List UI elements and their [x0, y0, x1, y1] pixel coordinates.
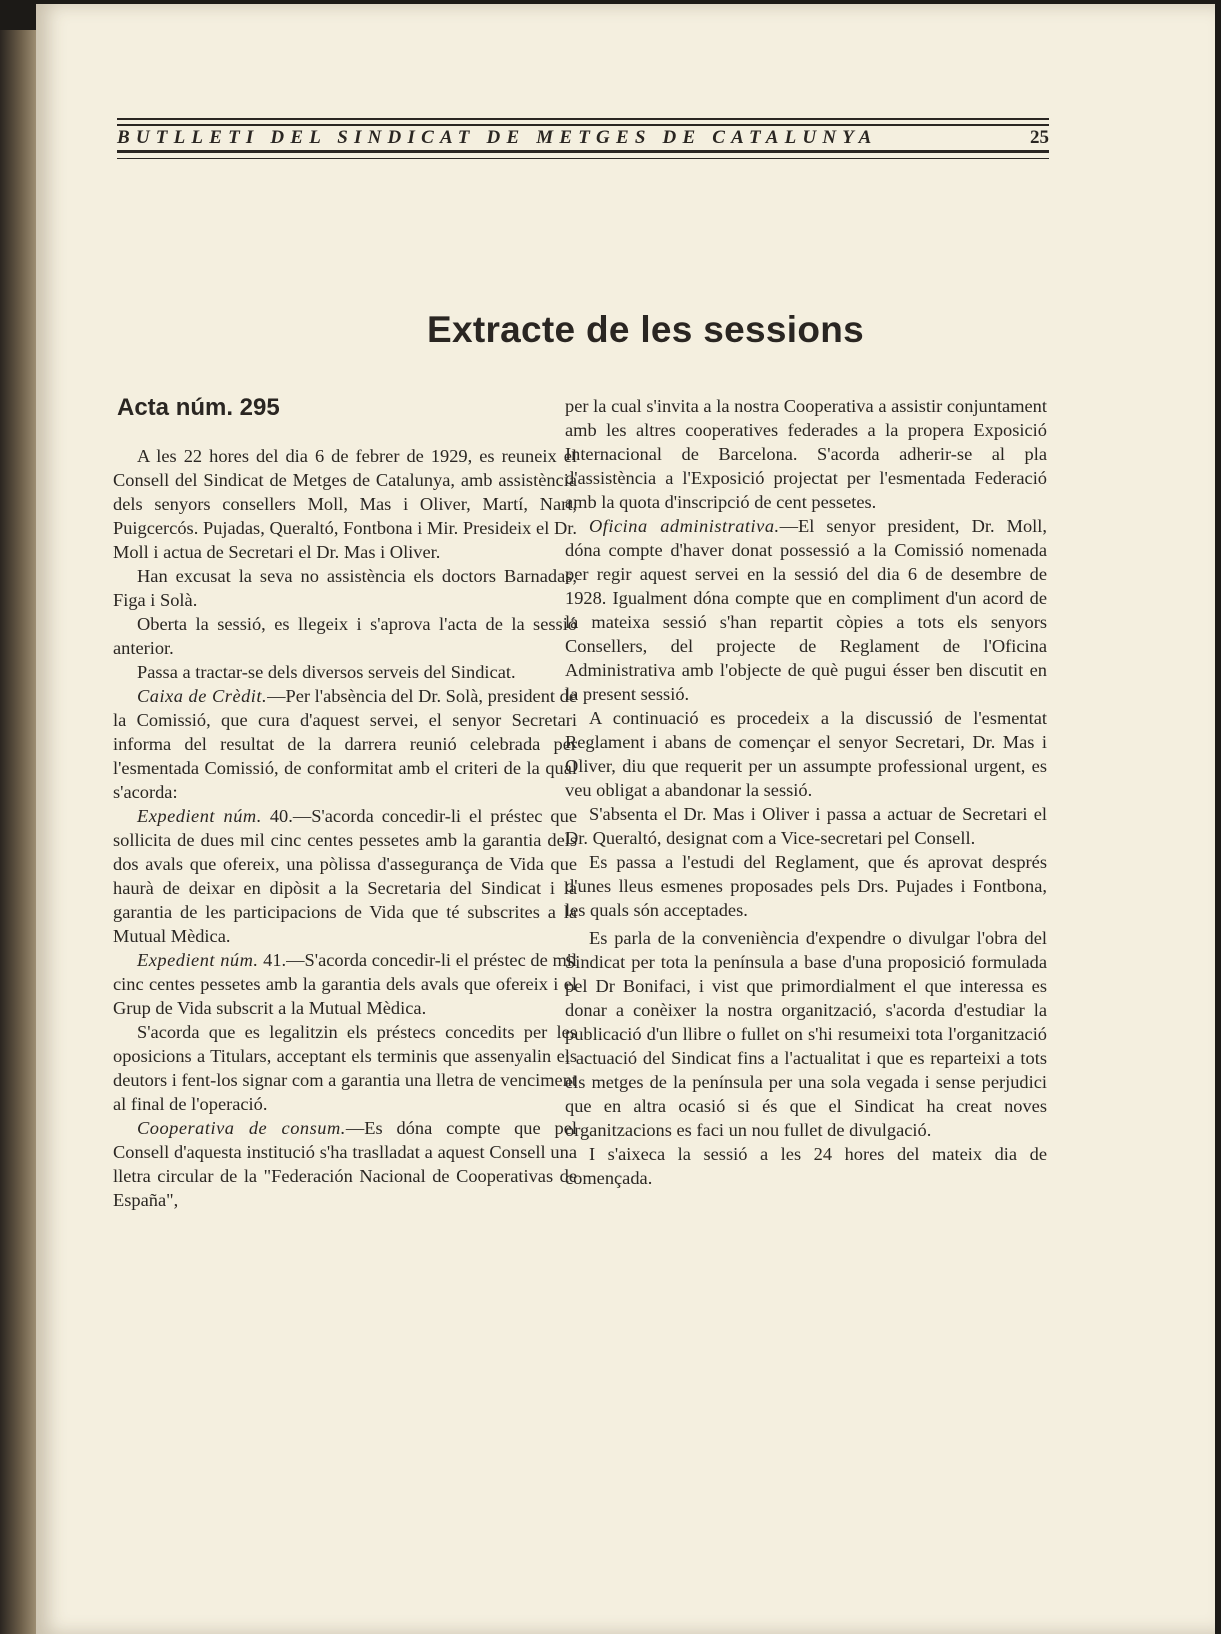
- paragraph-text: 40.—S'acorda concedir-li el préstec que sollicita de dues mil cinc centes pessetes amb la garantia dels dos avals que ofereix, una pòlissa d'assegurança de Vida que haurà de deixar en dipòsit a la Secretaria del Sindicat i la garantia de les participacions de Vida que té subscrites a la Mutual Mèdica.: [113, 806, 577, 946]
- section-label: Cooperativa de consum.: [137, 1118, 346, 1138]
- paragraph: Es parla de la conveniència d'expendre o divulgar l'obra del Sindicat per tota la península a base d'una proposició formulada pel Dr Bonifaci, i vist que primordialment el que interessa es donar a conèixer la nostra organització, s'acorda d'estudiar la publicació d'un llibre o fullet on s'hi resumeixi tota l'organització i actuació del Sindicat fins a l'actualitat i que es reparteixi a tots els metges de la península per una sola vegada i sense perjudici que en altra ocasió si és que el Sindicat ha creat noves organitzacions es faci un nou fullet de divulgació.: [565, 928, 1047, 1140]
- paragraph: [565, 514, 1047, 706]
- header-rule: [117, 150, 1049, 153]
- header-rule: [117, 158, 1049, 159]
- document-page: [36, 4, 1215, 1634]
- paragraph-text: —Per l'absència del Dr. Solà, president de la Comissió, que cura d'aquest servei, el senyor Secretari informa del resultat de la darrera reunió celebrada per l'esmentada Comissió, de conformitat amb el criteri de la qual s'acorda:: [113, 686, 577, 802]
- paragraph: S'absenta el Dr. Mas i Oliver i passa a actuar de Secretari el Dr. Queraltó, designat com a Vice-secretari pel Consell.: [565, 804, 1047, 848]
- paragraph: [113, 1116, 577, 1212]
- paragraph: [113, 948, 577, 1020]
- article-title: Extracte de les sessions: [426, 309, 865, 350]
- header-rule: [117, 124, 1049, 126]
- paragraph: A continuació es procedeix a la discussió de l'esmentat Reglament i abans de començar el senyor Secretari, Dr. Mas i Oliver, diu que requerit per un assumpte professional urgent, es veu obligat a abandonar la sessió.: [565, 708, 1047, 800]
- paragraph: [113, 804, 577, 948]
- paragraph: A les 22 hores del dia 6 de febrer de 1929, es reuneix el Consell del Sindicat de Metges de Catalunya, amb assistència dels senyors consellers Moll, Mas i Oliver, Martí, Nart, Puigcercós. Pujadas, Queraltó, Fontbona i Mir. Presideix el Dr. Moll i actua de Secretari el Dr. Mas i Oliver.: [113, 446, 577, 562]
- paragraph: Passa a tractar-se dels diversos serveis del Sindicat.: [137, 662, 516, 682]
- minutes-heading: Acta núm. 295: [117, 394, 280, 421]
- paragraph: I s'aixeca la sessió a les 24 hores del mateix dia de començada.: [565, 1144, 1047, 1188]
- section-label: Caixa de Crèdit.: [137, 686, 268, 706]
- paragraph-text: 41.—S'acorda concedir-li el préstec de mil cinc centes pessetes amb la garantia dels avals que ofereix i el Grup de Vida subscrit a la Mutual Mèdica.: [113, 950, 577, 1018]
- running-header: [117, 112, 1049, 172]
- page-number: 25: [1030, 127, 1049, 148]
- journal-title: BUTLLETI DEL SINDICAT DE METGES DE CATALUNYA: [117, 127, 878, 148]
- section-label: Expedient núm.: [137, 806, 262, 826]
- header-rule: [117, 118, 1049, 120]
- paragraph: S'acorda que es legalitzin els préstecs concedits per les oposicions a Titulars, acceptant els terminis que assenyalin els deutors i fent-los signar com a garantia una lletra de venciment al final de l'operació.: [113, 1022, 577, 1114]
- paragraph: Es passa a l'estudi del Reglament, que és aprovat després d'unes lleus esmenes proposades pels Drs. Pujades i Fontbona, les quals són acceptades.: [565, 852, 1047, 920]
- paragraph-text: —El senyor president, Dr. Moll, dóna compte d'haver donat possessió a la Comissió nomenada per regir aquest servei en la sessió del dia 6 de desembre de 1928. Igualment dóna compte que en compliment d'un acord de la mateixa sessió s'han repartit còpies a tots els senyors Consellers, del projecte de Reglament de l'Oficina Administrativa amb l'objecte de què pugui ésser ben discutit en la present sessió.: [565, 516, 1047, 704]
- paragraph: [113, 684, 577, 804]
- section-label: Expedient núm.: [137, 950, 259, 970]
- paragraph: Han excusat la seva no assistència els doctors Barnadas, Figa i Solà.: [113, 566, 577, 610]
- section-label: Oficina administrativa.: [589, 516, 780, 536]
- paragraph: Oberta la sessió, es llegeix i s'aprova l'acta de la sessió anterior.: [113, 614, 577, 658]
- paragraph-text: —Es dóna compte que pel Consell d'aquesta institució s'ha traslladat a aquest Consell una lletra circular de la "Federación Nacional de Cooperativas de España",: [113, 1118, 577, 1210]
- left-column: [113, 444, 577, 1212]
- paragraph: per la cual s'invita a la nostra Cooperativa a assistir conjuntament amb les altres cooperatives federades a la propera Exposició Internacional de Barcelona. S'acorda adherir-se al pla d'assistència a l'Exposició projectat per l'esmentada Federació amb la quota d'inscripció de cent pessetes.: [565, 396, 1047, 512]
- right-column: [565, 394, 1047, 1190]
